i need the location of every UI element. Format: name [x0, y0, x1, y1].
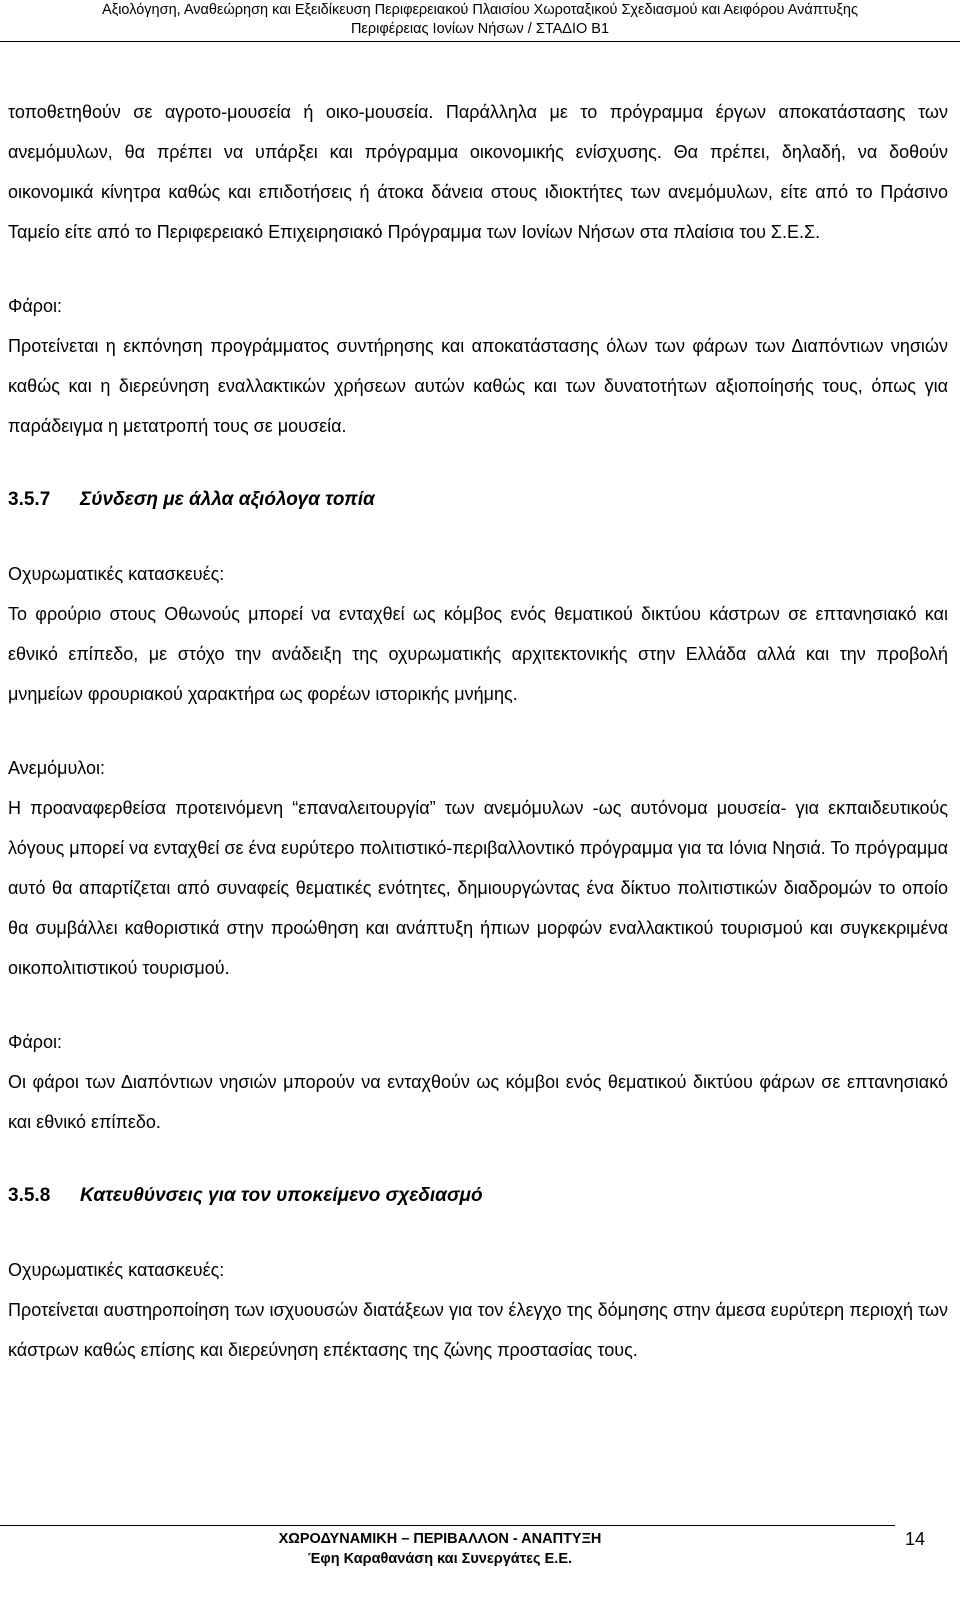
spacer — [8, 988, 948, 1022]
footer-author: Έφη Καραθανάση και Συνεργάτες Ε.Ε. — [307, 1551, 573, 1567]
section-title: Κατευθύνσεις για τον υποκείμενο σχεδιασμό — [80, 1185, 483, 1206]
windmills-label: Ανεμόμυλοι: — [8, 758, 106, 778]
spacer — [8, 1142, 948, 1176]
footer-title: ΧΩΡΟΔΥΝΑΜΙΚΗ – ΠΕΡΙΒΑΛΛΟΝ - ΑΝΑΠΤΥΞΗ — [278, 1531, 602, 1547]
page-header — [0, 0, 960, 42]
section-number: 3.5.7 — [8, 489, 51, 510]
spacer — [8, 520, 948, 554]
page-number: 14 — [904, 1529, 926, 1549]
section-number: 3.5.8 — [8, 1185, 51, 1206]
document-body — [8, 92, 948, 1370]
footer-divider — [0, 1525, 895, 1526]
fortifications-guidelines-paragraph: Προτείνεται αυστηροποίηση των ισχυουσών διατάξεων για τον έλεγχο της δόμησης στην άμεσα ευρύτερη περιοχή των κάστρων καθώς επίσης και διερεύνηση επέκτασης της ζώνης προστασίας τους. — [8, 1300, 948, 1360]
lighthouses-network-paragraph: Οι φάροι των Διαπόντιων νησιών μπορούν να ενταχθούν ως κόμβοι ενός θεματικού δικτύου φάρων σε επτανησιακό και εθνικό επίπεδο. — [8, 1072, 948, 1132]
lighthouses-label: Φάροι: — [8, 1032, 63, 1052]
header-title-line-1: Αξιολόγηση, Αναθεώρηση και Εξειδίκευση Περιφερειακού Πλαισίου Χωροταξικού Σχεδιασμού και Αειφόρου Ανάπτυξης — [102, 2, 858, 18]
section-heading-3-5-8 — [8, 1176, 948, 1216]
fortifications-label: Οχυρωματικές κατασκευές: — [8, 1260, 225, 1280]
intro-paragraph: τοποθετηθούν σε αγροτο-μουσεία ή οικο-μουσεία. Παράλληλα με το πρόγραμμα έργων αποκατάστασης των ανεμόμυλων, θα πρέπει να υπάρξει και πρόγραμμα οικονομικής ενίσχυσης. Θα πρέπει, δηλαδή, να δοθούν οικονομικά κίνητρα καθώς και επιδοτήσεις ή άτοκα δάνεια στους ιδιοκτήτες των ανεμόμυλων, είτε από το Πράσινο Ταμείο είτε από το Περιφερειακό Επιχειρησιακό Πρόγραμμα των Ιονίων Νήσων στα πλαίσια του Σ.Ε.Σ. — [8, 102, 948, 242]
lighthouses-label: Φάροι: — [8, 296, 63, 316]
section-title: Σύνδεση με άλλα αξιόλογα τοπία — [80, 489, 375, 510]
spacer — [8, 714, 948, 748]
spacer — [8, 1216, 948, 1250]
section-heading-3-5-7 — [8, 480, 948, 520]
lighthouses-paragraph: Προτείνεται η εκπόνηση προγράμματος συντήρησης και αποκατάστασης όλων των φάρων των Διαπόντιων νησιών καθώς και η διερεύνηση εναλλακτικών χρήσεων αυτών καθώς και των δυνατοτήτων αξιοποίησής τους, όπως για παράδειγμα η μετατροπή τους σε μουσεία. — [8, 336, 948, 436]
spacer — [8, 252, 948, 286]
header-title-line-2: Περιφέρειας Ιονίων Νήσων / ΣΤΑΔΙΟ Β1 — [350, 21, 610, 37]
windmills-paragraph: Η προαναφερθείσα προτεινόμενη “επαναλειτουργία” των ανεμόμυλων -ως αυτόνομα μουσεία- για εκπαιδευτικούς λόγους μπορεί να ενταχθεί σε ένα ευρύτερο πολιτιστικό-περιβαλλοντικό πρόγραμμα για τα Ιόνια Νησιά. Το πρόγραμμα αυτό θα απαρτίζεται από συναφείς θεματικές ενότητες, δημιουργώντας ένα δίκτυο πολιτιστικών διαδρομών το οποίο θα συμβάλλει καθοριστικά στην προώθηση και ανάπτυξη ήπιων μορφών εναλλακτικού τουρισμού και συγκεκριμένα οικοπολιτιστικού τουρισμού. — [8, 798, 948, 978]
fortifications-label: Οχυρωματικές κατασκευές: — [8, 564, 225, 584]
fortifications-paragraph: Το φρούριο στους Οθωνούς μπορεί να ενταχθεί ως κόμβος ενός θεματικού δικτύου κάστρων σε επτανησιακό και εθνικό επίπεδο, με στόχο την ανάδειξη της οχυρωματικής αρχιτεκτονικής στην Ελλάδα αλλά και την προβολή μνημείων φρουριακού χαρακτήρα ως φορέων ιστορικής μνήμης. — [8, 604, 948, 704]
spacer — [8, 446, 948, 480]
